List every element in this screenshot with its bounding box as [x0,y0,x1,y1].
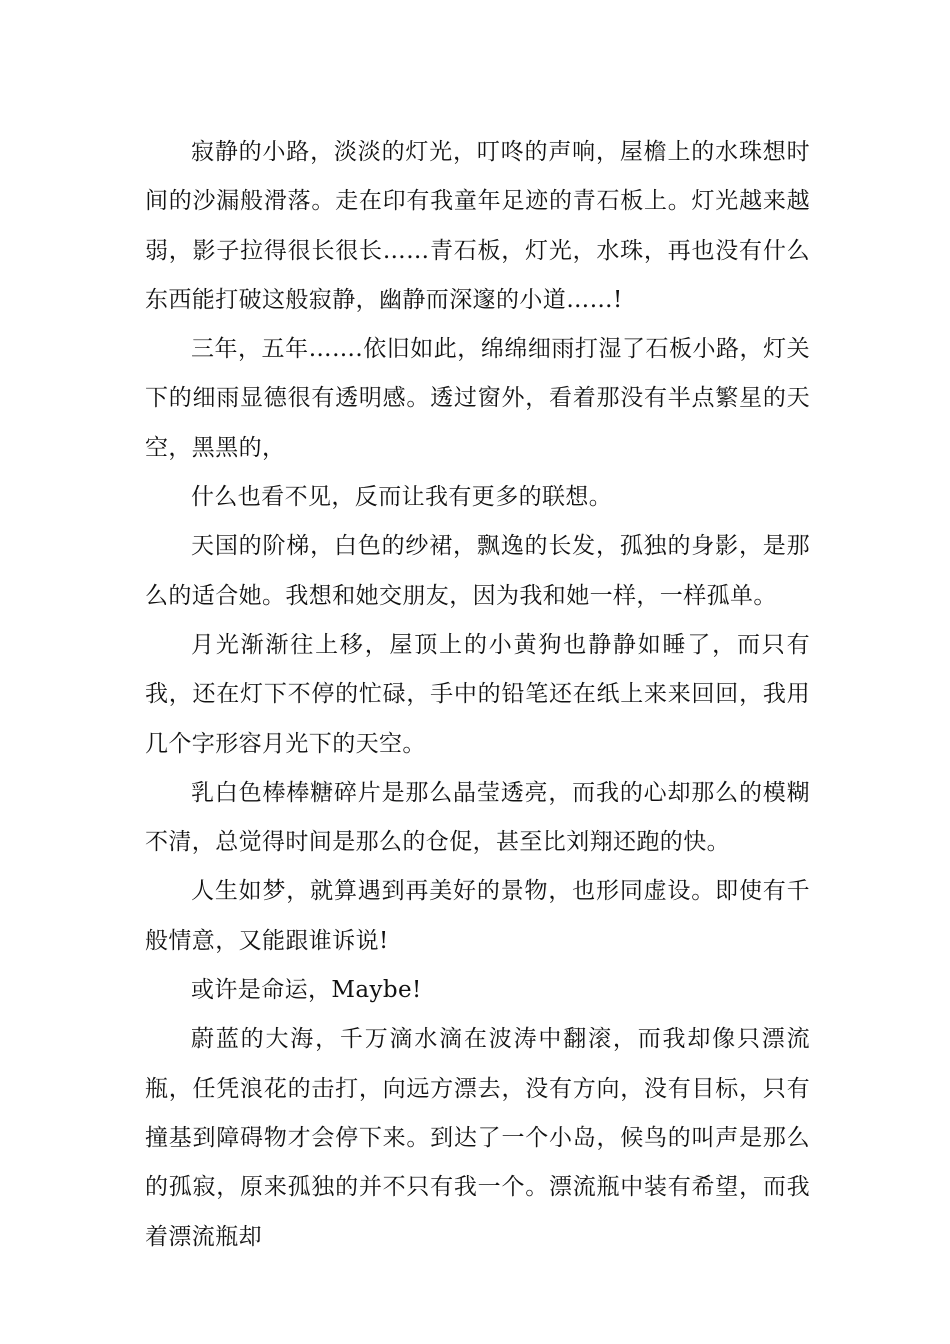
paragraph-6: 乳白色棒棒糖碎片是那么晶莹透亮，而我的心却那么的模糊不清，总觉得时间是那么的仓促，甚至比刘翔还跑的快。 [145,779,810,856]
paragraph-4: 天国的阶梯，白色的纱裙，飘逸的长发，孤独的身影，是那么的适合她。我想和她交朋友，因为我和她一样，一样孤单。 [145,533,810,609]
paragraph-3: 什么也看不见，反而让我有更多的联想。 [191,484,613,511]
paragraph-8: 或许是命运，Maybe! [191,977,422,1004]
paragraph-2: 三年，五年…….依旧如此，绵绵细雨打湿了石板小路，灯关下的细雨显德很有透明感。透过窗外，看着那没有半点繁星的天空，黑黑的， [145,336,810,461]
paragraph-1: 寂静的小路，淡淡的灯光，叮咚的声响，屋檐上的水珠想时间的沙漏般滑落。走在印有我童年足迹的青石板上。灯光越来越弱，影子拉得很长很长……青石板，灯光，水珠，再也没有什么东西能打破这般寂静，幽静而深邃的小道……! [145,139,810,313]
paragraph-7: 人生如梦，就算遇到再美好的景物，也形同虚设。即使有千般情意，又能跟谁诉说! [145,878,810,954]
paragraph-9: 蔚蓝的大海，千万滴水滴在波涛中翻滚，而我却像只漂流瓶，任凭浪花的击打，向远方漂去，没有方向，没有目标，只有撞基到障碍物才会停下来。到达了一个小岛，候鸟的叫声是那么的孤寂，原来孤独的并不只有我一个。漂流瓶中装有希望，而我着漂流瓶却 [145,1026,810,1250]
paragraph-5: 月光渐渐往上移，屋顶上的小黄狗也静静如睡了，而只有我，还在灯下不停的忙碌，手中的铅笔还在纸上来来回回，我用几个字形容月光下的天空。 [145,631,810,757]
document-body [145,128,810,1262]
